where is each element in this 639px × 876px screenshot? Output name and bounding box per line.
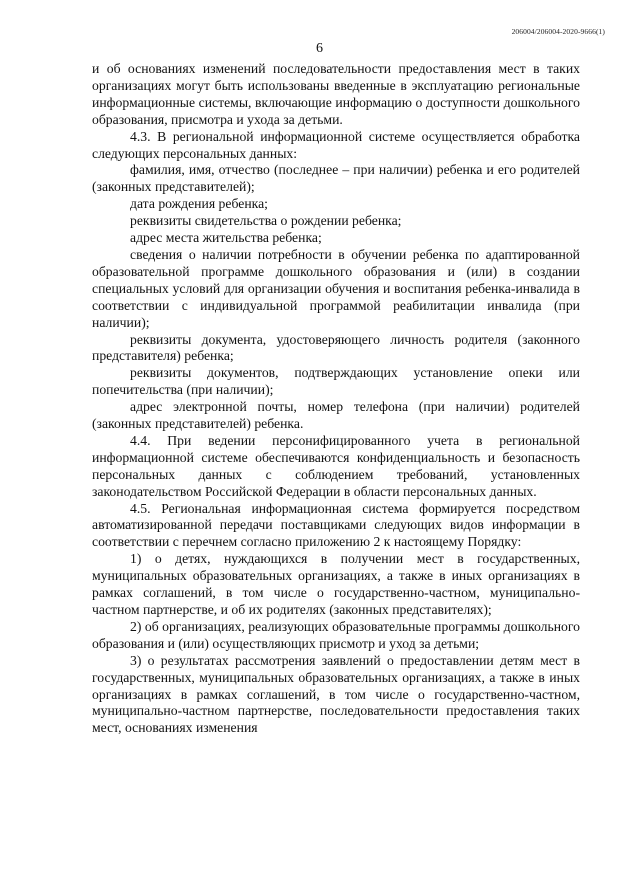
list-item-1: 1) о детях, нуждающихся в получении мест в государственных, муниципальных образовательных организациях, а также в иных организациях в рамках соглашений, в том числе о государственно-частном, муниципально-частном партнерстве, и об их родителях (законных представителях); (92, 551, 580, 617)
list-item-guardianship: реквизиты документов, подтверждающих установление опеки или попечительства (при наличии); (92, 365, 580, 398)
list-item-contacts: адрес электронной почты, номер телефона (при наличии) родителей (законных представителей) ребенка. (92, 399, 580, 432)
document-body (92, 61, 580, 737)
page-number: 6 (316, 41, 323, 56)
list-item-full-name: фамилия, имя, отчество (последнее – при наличии) ребенка и его родителей (законных представителей); (92, 162, 580, 195)
paragraph-4-4: 4.4. При ведении персонифицированного учета в региональной информационной системе обеспечиваются конфиденциальность и безопасность персональных данных с соблюдением требований, установленных законодательством Российской Федерации в области персональных данных. (92, 432, 580, 499)
list-item-birth-certificate: реквизиты свидетельства о рождении ребенка; (130, 213, 402, 229)
paragraph-continuation: и об основаниях изменений последовательности предоставления мест в таких организациях могут быть использованы введенные в эксплуатацию региональные информационные системы, включающие информацию о доступности дошкольного образования, присмотра и ухода за детьми. (92, 61, 580, 127)
paragraph-4-5: 4.5. Региональная информационная система формируется посредством автоматизированной передачи поставщиками следующих видов информации в соответствии с перечнем согласно приложению 2 к настоящему Порядку: (92, 500, 580, 550)
list-item-2: 2) об организациях, реализующих образовательные программы дошкольного образования и (или) осуществляющих присмотр и уход за детьми; (92, 618, 580, 651)
list-item-special-needs: сведения о наличии потребности в обучении ребенка по адаптированной образовательной программе дошкольного образования и (или) в создании специальных условий для организации обучения и воспитания ребенка-инвалида в соответствии с индивидуальной программой реабилитации инвалида (при наличии); (92, 246, 580, 330)
paragraph-4-3: 4.3. В региональной информационной системе осуществляется обработка следующих персональных данных: (92, 128, 580, 161)
list-item-3: 3) о результатах рассмотрения заявлений о предоставлении детям мест в государственных, муниципальных образовательных организациях, а также в иных организациях в рамках соглашений, в том числе о государственно-частном, муниципально-частном партнерстве, последовательности предоставления таких мест, основаниях изменения (92, 652, 580, 736)
document-id: 206004/206004-2020-9666(1) (511, 27, 605, 36)
list-item-birth-date: дата рождения ребенка; (130, 196, 268, 212)
list-item-parent-id: реквизиты документа, удостоверяющего личность родителя (законного представителя) ребенка; (92, 331, 580, 364)
list-item-address: адрес места жительства ребенка; (130, 230, 322, 246)
